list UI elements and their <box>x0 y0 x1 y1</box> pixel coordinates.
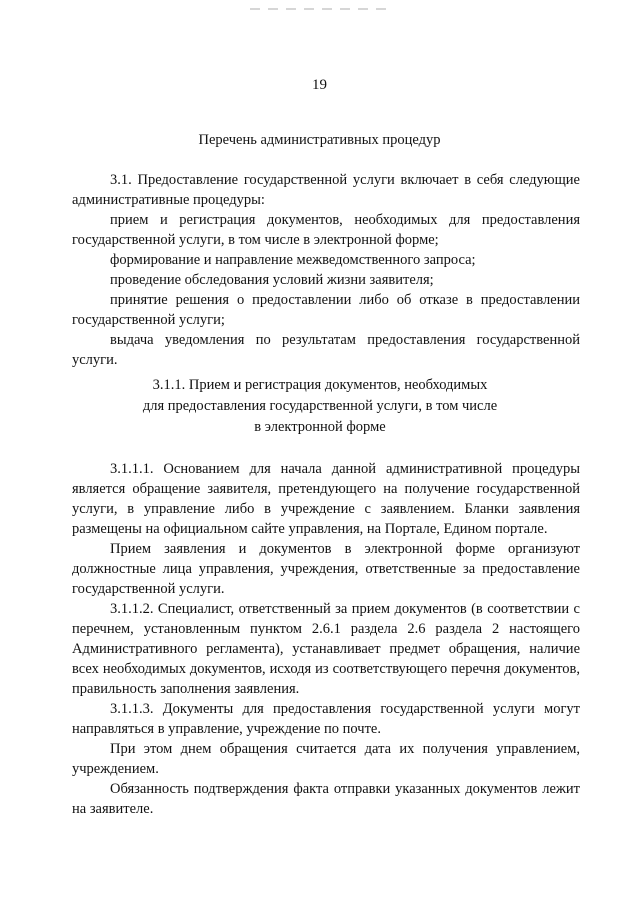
paragraph: 3.1.1.1. Основанием для начала данной административной процедуры является обращение заявителя, претендующего на получение государственной услуги, в управление либо в учреждение с заявлением. Бланки заявления размещены на официальном сайте управления, на Портале, Едином портале. <box>72 461 580 537</box>
page-number: 19 <box>312 77 327 93</box>
subsection-heading-line: для предоставления государственной услуги, в том числе <box>142 398 498 414</box>
paragraph: 3.1.1.3. Документы для предоставления государственной услуги могут направляться в управление, учреждение по почте. <box>72 701 580 737</box>
paragraph: 3.1.1.2. Специалист, ответственный за прием документов (в соответствии с перечнем, установленным пунктом 2.6.1 раздела 2.6 раздела 2 настоящего Административного регламента), устанавливает предмет обращения, наличие всех необходимых документов, исходя из соответствующего перечня документов, правильность заполнения заявления. <box>72 601 580 697</box>
section-heading: Перечень административных процедур <box>198 132 441 148</box>
paragraph: Прием заявления и документов в электронной форме организуют должностные лица управления, учреждения, ответственные за предоставление государственной услуги. <box>72 541 580 597</box>
subsection-heading <box>110 375 530 438</box>
paragraph: Обязанность подтверждения факта отправки указанных документов лежит на заявителе. <box>72 781 580 817</box>
paragraph: При этом днем обращения считается дата их получения управлением, учреждением. <box>72 741 580 777</box>
section-3-1-1 <box>72 459 580 819</box>
scan-artifact <box>250 8 390 10</box>
subsection-heading-line: в электронной форме <box>254 419 386 435</box>
paragraph: прием и регистрация документов, необходимых для предоставления государственной услуги, в том числе в электронной форме; <box>72 212 580 248</box>
paragraph: принятие решения о предоставлении либо об отказе в предоставлении государственной услуги; <box>72 292 580 328</box>
subsection-heading-line: 3.1.1. Прием и регистрация документов, необходимых <box>152 377 488 393</box>
paragraph: выдача уведомления по результатам предоставления государственной услуги. <box>72 332 580 368</box>
paragraph: формирование и направление межведомственного запроса; <box>110 252 476 268</box>
paragraph: 3.1. Предоставление государственной услуги включает в себя следующие административные процедуры: <box>72 172 580 208</box>
paragraph: проведение обследования условий жизни заявителя; <box>110 272 434 288</box>
section-3-1 <box>72 170 580 370</box>
